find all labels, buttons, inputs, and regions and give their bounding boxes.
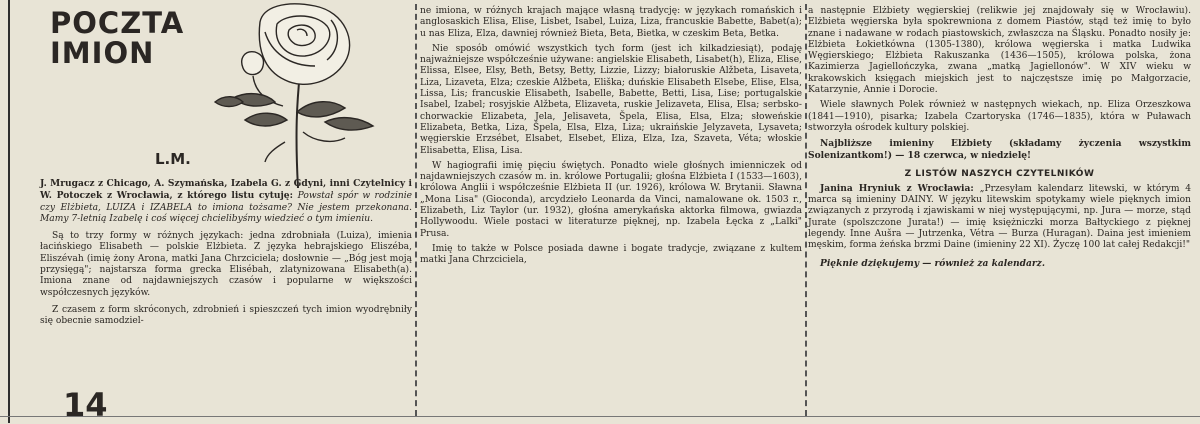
column-divider [805,4,807,416]
paragraph: Są to trzy formy w różnych językach: jedna zdrobniała (Luiza), imienia łacińskiego Elisabeth — polskie Elżbieta. Z języka hebrajskiego Eliszéba, Eliszévah (imię żony Arona, matki Jana Chrzciciela; dosłownie — „Bóg jest moją przysięgą"; najstarsza forma grecka Elisébah, zlatynizowana Elisabeth(a). Imiona znane od najdawniejszych czasów i popularne w większości współczesnych języków. [40,231,412,298]
page-title: POCZTA IMION [50,6,185,70]
column-3 [808,6,1191,269]
paragraph: ne imiona, w różnych krajach mające własną tradycję: w językach romańskich i anglosaskich Elisa, Elise, Lisbet, Isabel, Luiza, Liza, francuskie Babette, Babet(a); u nas Eliza, Elza, dawniej również Bieta, Beta, Bietka, w czeskim Beta, Betka. [420,6,802,39]
letter-paragraph: Janina Hryniuk z Wrocławia: „Przesyłam kalendarz litewski, w którym 4 marca są imieniny DAINY. W języku litewskim spotykamy wiele pięknych imion związanych z przyrodą i zjawiskami w niej występującymi, np. Jura — morze, stąd Jurate (spolszczone Jurata!) — imię księżniczki morza Bałtyckiego z pięknej legendy. Inne Aušra — Jutrzenka, Vétra — Burza (Huragan). Daina jest imieniem męskim, forma żeńska brzmi Daine (imieniny 22 XI). Życzę 100 lat całej Redakcji!" [808,182,1192,251]
column-2 [420,6,802,267]
page-number: 14 [63,386,108,424]
paragraph: Wiele sławnych Polek również w następnych wiekach, np. Eliza Orzeszkowa (1841—1910), pisarka; Izabela Czartoryska (1746—1835), która w Puławach stworzyła ośrodek kultury polskiej. [808,100,1191,133]
paragraph: Imię to także w Polsce posiada dawne i bogate tradycje, związane z kultem matki Jana Chrzciciela, [420,243,802,266]
paragraph: J. Mrugacz z Chicago, A. Szymańska, Izabela G. z Gdyni, inni Czytelnicy i W. Potoczek z Wrocławia, z którego listu cytuję: Powstał spór w rodzinie czy Elżbieta, LUIZA i IZABELA to imiona tożsame? Nie jestem przekonana. Mamy 7-letnią Izabelę i coś więcej chcielibyśmy wiedzieć o tym imieniu. [40,178,412,224]
paragraph: a następnie Elżbiety węgierskiej (relikwie jej znajdowały się w Wrocławiu). Elżbieta węgierska była spokrewniona z domem Piastów, stąd też imię to było znane i nadawane w rodach piastowskich, zwłaszcza na Śląsku. Ponadto nosiły je: Elżbieta Łokietkówna (1305-1380), królowa węgierska i matka Ludwika Węgierskiego; Elżbieta Rakuszanka (1436—1505), królowa polska, żona Kazimierza Jagiellończyka, zwana „matką Jagiellonów". W XIV wieku w krakowskich księgach miejskich jest to najczęstsze imię po Małgorzacie, Katarzynie, Annie i Dorocie. [808,6,1191,96]
rose-illustration [205,2,380,190]
paragraph: Najbliższe imieniny Elżbiety (składamy życzenia wszystkim Solenizantkom!) — 18 czerwca, w niedzielę! [808,138,1191,161]
section-heading: Z LISTÓW NASZYCH CZYTELNIKÓW [904,168,1095,179]
closing-note: Pięknie dziękujemy — również za kalendarz. [820,257,1045,269]
paragraph: Nie sposób omówić wszystkich tych form (jest ich kilkadziesiąt), podaję najważniejsze współcześnie używane: angielskie Elisabeth, Lisabet(h), Eliza, Elise, Elissa, Elsee, Elsy, Beth, Betsy, Betty, Lizzie, Lizzy; białoruskie Alžbeta, Lisaveta, Liza, Lizaveta, Elza; czeskie Alžbeta, Eliška; duńskie Elisabeth Elsebe, Elise, Elsa, Lissa, Lis; francuskie Elisabeth, Isabelle, Babette, Betti, Lisa, Lise; portugalskie Isabel, Izabel; rosyjskie Alžbeta, Elizaveta, ruskie Jelizaveta, Elisa, Elsa; serbsko-chorwackie Elizabeta, Jela, Jelisaveta, Špela, Elisa, Elsa, Elza; słoweńskie Elizabeta, Betka, Liza, Špela, Elsa, Elza, Liza; ukraińskie Jelyzaveta, Lysaveta; węgierskie Erzsébet, Elsabet, Elsebet, Eliza, Elza, Iza, Szaveta, Véta; włoskie Elisabetta, Elisa, Lisa. [420,43,802,156]
column-divider [415,4,417,416]
author-signature: L.M. [155,150,191,168]
bottom-rule [0,416,1200,417]
column-1 [40,178,412,328]
paragraph: Z czasem z form skróconych, zdrobnień i spieszczeń tych imion wyodrębniły się obecnie samodziel- [40,304,412,327]
page-edge-line [8,0,10,423]
paragraph: W hagiografii imię pięciu świętych. Ponadto wiele głośnych imienniczek od najdawniejszych czasów m. in. królowe Portugalii; głośna Elżbieta I (1533—1603), królowa Anglii i współcześnie Elżbieta II (ur. 1926), królowa W. Brytanii. Sławna „Mona Lisa" (Gioconda), arcydzieło Leonarda da Vinci, namalowane ok. 1503 r., Elizabeth, Liz Taylor (ur. 1932), głośna amerykańska aktorka filmowa, gwiazda Hollywoodu. Wiele postaci w literaturze pięknej, np. Izabela Łęcka z „Lalki" Prusa. [420,160,802,239]
